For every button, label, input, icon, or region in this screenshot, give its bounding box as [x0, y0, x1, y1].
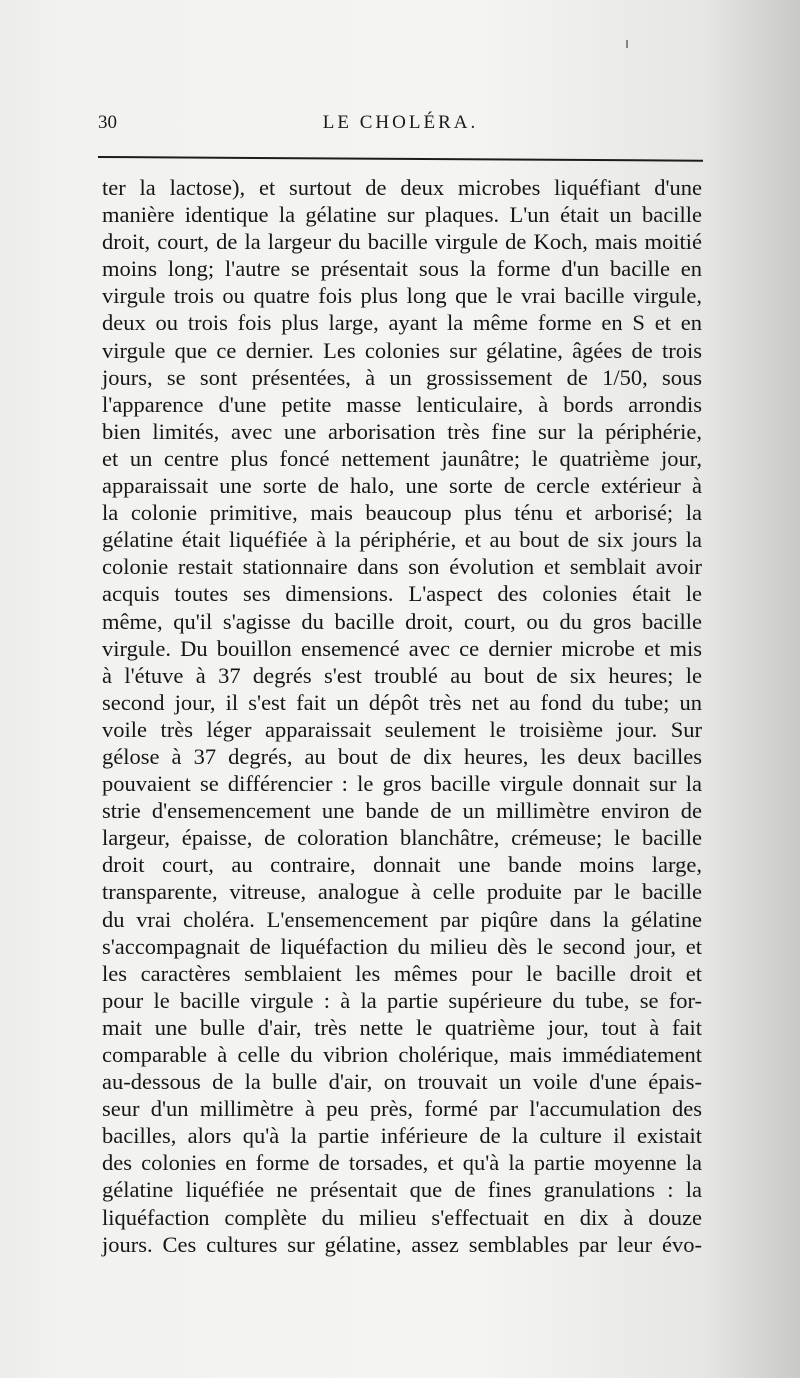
- body-text: [102, 174, 702, 1258]
- text-line: gélose à 37 degrés, au bout de dix heures, les deux bacilles: [102, 743, 702, 769]
- text-line: pour le bacille virgule : à la partie supérieure du tube, se for-: [102, 987, 702, 1013]
- text-line: liquéfaction complète du milieu s'effectuait en dix à douze: [102, 1204, 702, 1230]
- text-line: largeur, épaisse, de coloration blanchâtre, crémeuse; le bacille: [102, 825, 702, 851]
- text-line: droit, court, de la largeur du bacille virgule de Koch, mais moitié: [102, 229, 702, 255]
- header-rule: [98, 156, 703, 162]
- text-line: seur d'un millimètre à peu près, formé par l'accumulation des: [102, 1096, 702, 1122]
- text-line: au-dessous de la bulle d'air, on trouvait un voile d'une épais-: [102, 1069, 702, 1095]
- text-line: second jour, il s'est fait un dépôt très net au fond du tube; un: [102, 689, 702, 715]
- page-header: [98, 112, 703, 142]
- text-line: ter la lactose), et surtout de deux microbes liquéfiant d'une: [102, 175, 702, 200]
- text-line: apparaissait une sorte de halo, une sorte de cercle extérieur à: [102, 473, 702, 499]
- text-line: deux ou trois fois plus large, ayant la même forme en S et en: [102, 310, 702, 336]
- text-line: voile très léger apparaissait seulement le troisième jour. Sur: [102, 716, 702, 742]
- text-line: acquis toutes ses dimensions. L'aspect des colonies était le: [102, 581, 702, 607]
- text-line: à l'étuve à 37 degrés s'est troublé au bout de six heures; le: [102, 662, 702, 688]
- text-line: bien limités, avec une arborisation très fine sur la périphérie,: [102, 418, 702, 444]
- text-line: gélatine liquéfiée ne présentait que de fines granulations : la: [102, 1177, 702, 1203]
- text-line: droit court, au contraire, donnait une bande moins large,: [102, 852, 702, 878]
- text-line: transparente, vitreuse, analogue à celle produite par le bacille: [102, 879, 702, 905]
- text-line: gélatine était liquéfiée à la périphérie, et au bout de six jours la: [102, 527, 702, 553]
- page-number: 30: [98, 112, 117, 133]
- text-line: et un centre plus foncé nettement jaunâtre; le quatrième jour,: [102, 445, 702, 471]
- text-line: virgule trois ou quatre fois plus long que le vrai bacille virgule,: [102, 283, 702, 309]
- margin-mark: [626, 40, 628, 48]
- text-line: mait une bulle d'air, très nette le quatrième jour, tout à fait: [102, 1014, 702, 1040]
- text-line: manière identique la gélatine sur plaques. L'un était un bacille: [102, 202, 702, 228]
- text-line: même, qu'il s'agisse du bacille droit, court, ou du gros bacille: [102, 608, 702, 634]
- text-line: moins long; l'autre se présentait sous la forme d'un bacille en: [102, 256, 702, 282]
- text-line: l'apparence d'une petite masse lenticulaire, à bords arrondis: [102, 391, 702, 417]
- text-line: colonie restait stationnaire dans son évolution et semblait avoir: [102, 554, 702, 580]
- text-line: les caractères semblaient les mêmes pour le bacille droit et: [102, 960, 702, 986]
- text-line: jours, se sont présentées, à un grossissement de 1/50, sous: [102, 364, 702, 390]
- text-line: bacilles, alors qu'à la partie inférieure de la culture il existait: [102, 1123, 702, 1149]
- running-title: LE CHOLÉRA.: [322, 112, 479, 133]
- text-line: virgule. Du bouillon ensemencé avec ce dernier microbe et mis: [102, 635, 702, 661]
- text-line: pouvaient se différencier : le gros bacille virgule donnait sur la: [102, 771, 702, 797]
- text-line: la colonie primitive, mais beaucoup plus ténu et arborisé; la: [102, 500, 702, 526]
- text-line: jours. Ces cultures sur gélatine, assez semblables par leur évo-: [102, 1231, 702, 1257]
- text-line: virgule que ce dernier. Les colonies sur gélatine, âgées de trois: [102, 337, 702, 363]
- text-line: comparable à celle du vibrion cholérique, mais immédiatement: [102, 1042, 702, 1067]
- text-line: s'accompagnait de liquéfaction du milieu dès le second jour, et: [102, 933, 702, 959]
- text-line: des colonies en forme de torsades, et qu'à la partie moyenne la: [102, 1150, 702, 1176]
- text-line: strie d'ensemencement une bande de un millimètre environ de: [102, 798, 702, 824]
- text-line: du vrai choléra. L'ensemencement par piqûre dans la gélatine: [102, 906, 702, 932]
